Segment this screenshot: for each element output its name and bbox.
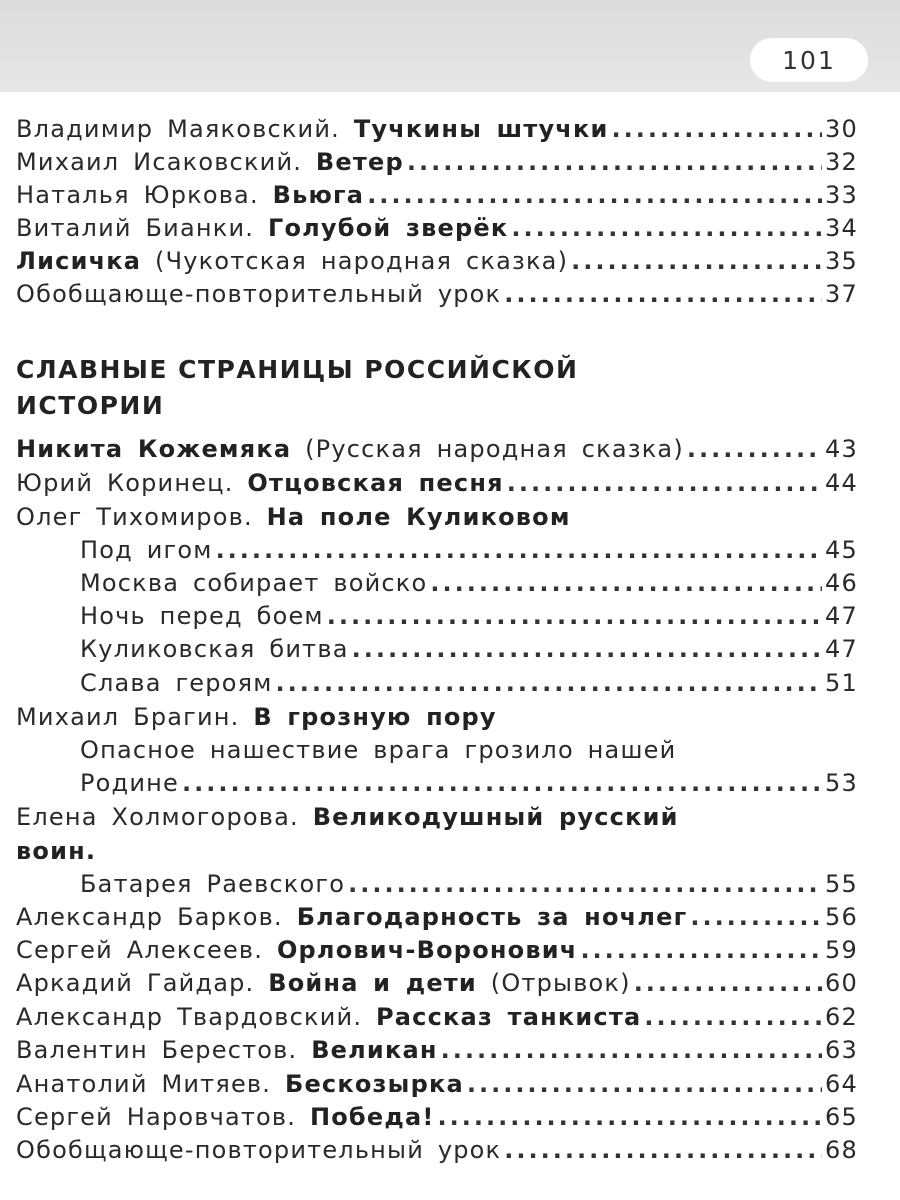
subentry-title: Опасное нашествие врага грозило нашей — [80, 736, 677, 764]
dot-leader — [571, 244, 822, 278]
toc-entry[interactable] — [16, 800, 858, 834]
subentry-title: Слава героям — [80, 669, 273, 697]
entry-page: 45 — [825, 536, 858, 564]
entry-title: Лисичка — [16, 247, 142, 275]
entry-page: 59 — [825, 936, 858, 964]
entry-author: Виталий Бианки. — [16, 214, 255, 242]
entry-page: 62 — [825, 1003, 858, 1031]
toc-subentry[interactable] — [80, 666, 858, 700]
entry-title: На поле Куликовом — [266, 503, 571, 531]
toc-entry[interactable] — [16, 1100, 858, 1134]
entry-page: 33 — [825, 181, 858, 209]
entry-title: Голубой зверёк — [267, 214, 509, 242]
entry-page: 60 — [825, 969, 858, 997]
page-number: 101 — [782, 45, 836, 75]
dot-leader — [504, 277, 822, 311]
dot-leader — [467, 1067, 822, 1101]
toc-entry[interactable] — [16, 933, 858, 967]
toc-entry[interactable] — [16, 466, 858, 500]
entry-title: Ветер — [315, 148, 404, 176]
entry-page: 65 — [825, 1103, 858, 1131]
entry-author: Валентин Берестов. — [16, 1036, 298, 1064]
entry-author: Михаил Брагин. — [16, 703, 240, 731]
toc-entry[interactable] — [16, 500, 858, 534]
dot-leader — [507, 466, 822, 500]
toc-entry[interactable] — [16, 966, 858, 1000]
entry-note: (Чукотская народная сказка) — [155, 247, 569, 275]
toc-entry[interactable] — [16, 432, 858, 466]
toc-entry[interactable] — [16, 900, 858, 934]
entry-page: 30 — [825, 115, 858, 143]
entry-page: 32 — [825, 148, 858, 176]
entry-page: 47 — [825, 635, 858, 663]
entry-author: Обобщающе-повторительный урок — [16, 280, 502, 308]
entry-title: В грозную пору — [253, 703, 497, 731]
entry-page: 47 — [825, 602, 858, 630]
toc-entry[interactable] — [16, 700, 858, 734]
entry-title: Великодушный русский — [312, 803, 679, 831]
entry-page: 43 — [825, 435, 858, 463]
entry-title: Благодарность за ночлег — [296, 903, 688, 931]
entry-page: 51 — [825, 669, 858, 697]
entry-title: Война и дети — [268, 969, 477, 997]
subentry-title: Родине — [80, 769, 180, 797]
dot-leader — [504, 1133, 822, 1167]
toc-subentry[interactable] — [80, 599, 858, 633]
section-heading-line: СЛАВНЫЕ СТРАНИЦЫ РОССИЙСКОЙ — [16, 355, 579, 384]
toc-entry[interactable] — [16, 1067, 858, 1101]
toc-subentry[interactable] — [80, 733, 858, 767]
entry-note: (Отрывок) — [490, 969, 631, 997]
entry-title: Тучкины штучки — [353, 115, 609, 143]
dot-leader — [182, 766, 822, 800]
entry-title: Никита Кожемяка — [16, 435, 292, 463]
subentry-title: Ночь перед боем — [80, 602, 324, 630]
dot-leader — [687, 432, 822, 466]
dot-leader — [352, 632, 822, 666]
section-heading-line: ИСТОРИИ — [16, 391, 165, 420]
toc-entry[interactable] — [16, 244, 858, 278]
entry-title: Бескозырка — [284, 1070, 464, 1098]
entry-author: Александр Твардовский. — [16, 1003, 363, 1031]
entry-title: Орлович-Воронович — [276, 936, 578, 964]
entry-page: 46 — [825, 569, 858, 597]
subentry-title: Под игом — [80, 536, 213, 564]
entry-page: 68 — [825, 1136, 858, 1164]
dot-leader — [611, 112, 822, 146]
entry-author: Михаил Исаковский. — [16, 148, 303, 176]
page-number-badge — [750, 38, 868, 82]
dot-leader — [367, 178, 822, 212]
entry-page: 44 — [825, 469, 858, 497]
entry-author: Анатолий Митяев. — [16, 1070, 272, 1098]
toc-subentry[interactable] — [80, 566, 858, 600]
toc-subentry[interactable] — [80, 766, 858, 800]
subentry-title: Батарея Раевского — [80, 870, 346, 898]
entry-page: 63 — [825, 1036, 858, 1064]
entry-page: 64 — [825, 1070, 858, 1098]
dot-leader — [327, 599, 822, 633]
toc-entry[interactable] — [16, 1133, 858, 1167]
dot-leader — [407, 145, 822, 179]
dot-leader — [634, 966, 822, 1000]
dot-leader — [348, 867, 822, 901]
entry-author: Олег Тихомиров. — [16, 503, 253, 531]
entry-page: 56 — [825, 903, 858, 931]
dot-leader — [438, 1100, 823, 1134]
toc-subentry[interactable] — [80, 632, 858, 666]
toc-subentry[interactable] — [80, 867, 858, 901]
entry-title: воин. — [16, 837, 97, 865]
toc-entry[interactable] — [16, 145, 858, 179]
dot-leader — [276, 666, 823, 700]
toc-subentry[interactable] — [80, 533, 858, 567]
subentry-title: Москва собирает войско — [80, 569, 428, 597]
toc-entry[interactable] — [16, 277, 858, 311]
entry-author: Аркадий Гайдар. — [16, 969, 255, 997]
dot-leader — [644, 1000, 822, 1034]
entry-page: 37 — [825, 280, 858, 308]
dot-leader — [430, 566, 822, 600]
toc-entry[interactable] — [16, 112, 858, 146]
entry-author: Обобщающе-повторительный урок — [16, 1136, 502, 1164]
entry-title: Великан — [311, 1036, 438, 1064]
toc-entry[interactable] — [16, 1033, 858, 1067]
entry-note: (Русская народная сказка) — [305, 435, 684, 463]
dot-leader — [580, 933, 822, 967]
dot-leader — [511, 211, 822, 245]
entry-author: Елена Холмогорова. — [16, 803, 299, 831]
toc-entry-continued[interactable] — [16, 834, 858, 868]
entry-author: Александр Барков. — [16, 903, 283, 931]
entry-title: Победа! — [309, 1103, 435, 1131]
section-heading — [16, 352, 876, 424]
toc-entry[interactable] — [16, 1000, 858, 1034]
entry-author: Сергей Наровчатов. — [16, 1103, 297, 1131]
entry-page: 55 — [825, 870, 858, 898]
dot-leader — [216, 533, 822, 567]
toc-entry[interactable] — [16, 178, 858, 212]
subentry-title: Куликовская битва — [80, 635, 349, 663]
entry-title: Вьюга — [272, 181, 365, 209]
entry-author: Юрий Коринец. — [16, 469, 234, 497]
entry-author: Владимир Маяковский. — [16, 115, 340, 143]
entry-title: Рассказ танкиста — [376, 1003, 642, 1031]
entry-page: 53 — [825, 769, 858, 797]
entry-author: Наталья Юркова. — [16, 181, 259, 209]
dot-leader — [690, 900, 822, 934]
toc-entry[interactable] — [16, 211, 858, 245]
entry-page: 34 — [825, 214, 858, 242]
entry-page: 35 — [825, 247, 858, 275]
entry-title: Отцовская песня — [247, 469, 504, 497]
dot-leader — [441, 1033, 822, 1067]
entry-author: Сергей Алексеев. — [16, 936, 264, 964]
